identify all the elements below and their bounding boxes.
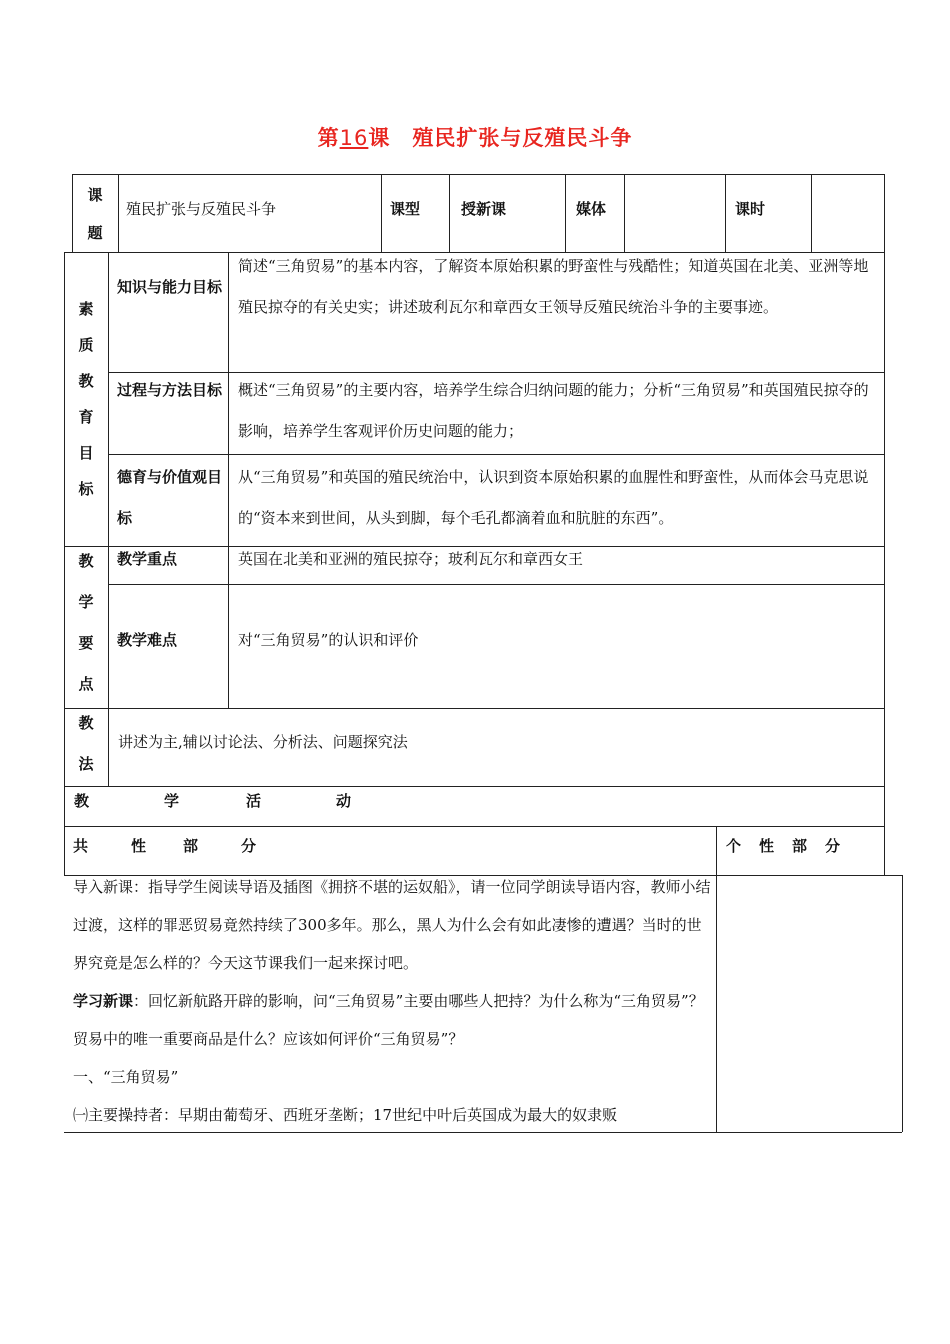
knowledge-goal-label: 知识与能力目标 bbox=[117, 278, 223, 296]
method-text: 讲述为主,辅以讨论法、分析法、问题探究法 bbox=[118, 733, 408, 751]
process-goal-label: 过程与方法目标 bbox=[117, 381, 223, 399]
common-part-header bbox=[73, 826, 373, 867]
process-goal-text: 概述“三角贸易”的主要内容，培养学生综合归纳问题的能力；分析“三角贸易”和英国殖民掠夺的影响，培养学生客观评价历史问题的能力； bbox=[238, 381, 869, 440]
section-item: ㈠主要操持者：早期由葡萄牙、西班牙垄断；17世纪中叶后英国成为最大的奴隶贩 bbox=[73, 1106, 618, 1124]
lesson-content bbox=[73, 868, 713, 1134]
activities-header-char: 活 bbox=[246, 792, 262, 810]
new-lesson-label: 学习新课 bbox=[73, 992, 134, 1010]
values-goal-text: 从“三角贸易”和英国的殖民统治中，认识到资本原始积累的血腥性和野蛮性，从而体会马克思说的“资本来到世间，从头到脚，每个毛孔都滴着血和肮脏的东西”。 bbox=[238, 468, 869, 527]
topic-label bbox=[72, 176, 118, 252]
new-lesson-text: ：回忆新航路开辟的影响，问“三角贸易”主要由哪些人把持？为什么称为“三角贸易”？贸易中的唯一重要商品是什么？应该如何评价“三角贸易”？ bbox=[73, 992, 704, 1048]
focus-label: 教学重点 bbox=[117, 550, 178, 568]
title-suffix: 课 bbox=[368, 126, 391, 150]
personal-header-char: 性 bbox=[759, 837, 775, 855]
goals-group-label bbox=[64, 291, 108, 507]
intro-paragraph bbox=[73, 868, 713, 982]
goals-label-char: 标 bbox=[78, 480, 94, 498]
common-header-char: 分 bbox=[241, 837, 257, 855]
intro-label: 导入新课 bbox=[73, 878, 134, 896]
activities-header bbox=[74, 781, 474, 822]
knowledge-goal-text: 简述“三角贸易”的基本内容，了解资本原始积累的野蛮性与残酷性；知道英国在北美、亚洲等地殖民掠夺的有关史实；讲述玻利瓦尔和章西女王领导反殖民统治斗争的主要事迹。 bbox=[238, 257, 869, 316]
difficulty-label: 教学难点 bbox=[117, 631, 178, 649]
goals-label-char: 教 bbox=[78, 372, 94, 390]
goals-label-char: 目 bbox=[78, 444, 94, 462]
method-label bbox=[64, 703, 108, 785]
activities-header-char: 动 bbox=[336, 792, 352, 810]
goals-label-char: 素 bbox=[78, 300, 94, 318]
intro-text: ：指导学生阅读导语及插图《拥挤不堪的运奴船》，请一位同学朗读导语内容，教师小结过渡，这样的罪恶贸易竟然持续了300多年。那么，黑人为什么会有如此凄惨的遭遇？当时的世界究竟是怎么样的？今天这节课我们一起来探讨吧。 bbox=[73, 878, 711, 972]
method-label-char: 法 bbox=[78, 755, 94, 773]
personal-part-header bbox=[726, 826, 876, 867]
common-header-char: 部 bbox=[183, 837, 199, 855]
key-points-label-char: 点 bbox=[78, 675, 94, 693]
key-points-label-char: 学 bbox=[78, 593, 94, 611]
activities-header-char: 教 bbox=[74, 792, 90, 810]
values-goal-label: 德育与价值观目标 bbox=[117, 468, 223, 527]
hours-label: 课时 bbox=[735, 200, 766, 218]
method-label-char: 教 bbox=[78, 714, 94, 732]
page-title bbox=[0, 122, 950, 152]
key-points-group-label bbox=[64, 541, 108, 705]
goals-label-char: 育 bbox=[78, 408, 94, 426]
difficulty-text: 对“三角贸易”的认识和评价 bbox=[238, 631, 419, 649]
lesson-name: 殖民扩张与反殖民斗争 bbox=[412, 126, 633, 150]
key-points-label-char: 教 bbox=[78, 552, 94, 570]
common-header-char: 性 bbox=[131, 837, 147, 855]
type-label: 课型 bbox=[390, 200, 421, 218]
personal-header-char: 个 bbox=[726, 837, 742, 855]
topic-label-char: 题 bbox=[87, 224, 103, 242]
focus-text: 英国在北美和亚洲的殖民掠夺；玻利瓦尔和章西女王 bbox=[238, 550, 584, 568]
topic-label-char: 课 bbox=[87, 186, 103, 204]
personal-header-char: 分 bbox=[825, 837, 841, 855]
topic-value: 殖民扩张与反殖民斗争 bbox=[126, 200, 277, 218]
personal-header-char: 部 bbox=[792, 837, 808, 855]
title-prefix: 第 bbox=[317, 126, 340, 150]
new-lesson-paragraph bbox=[73, 982, 713, 1058]
lesson-number: 16 bbox=[339, 126, 369, 150]
common-header-char: 共 bbox=[73, 837, 89, 855]
key-points-label-char: 要 bbox=[78, 634, 94, 652]
media-label: 媒体 bbox=[576, 200, 607, 218]
section-heading: 一、“三角贸易” bbox=[73, 1068, 179, 1086]
goals-label-char: 质 bbox=[78, 336, 94, 354]
activities-header-char: 学 bbox=[164, 792, 180, 810]
type-value: 授新课 bbox=[461, 200, 507, 218]
